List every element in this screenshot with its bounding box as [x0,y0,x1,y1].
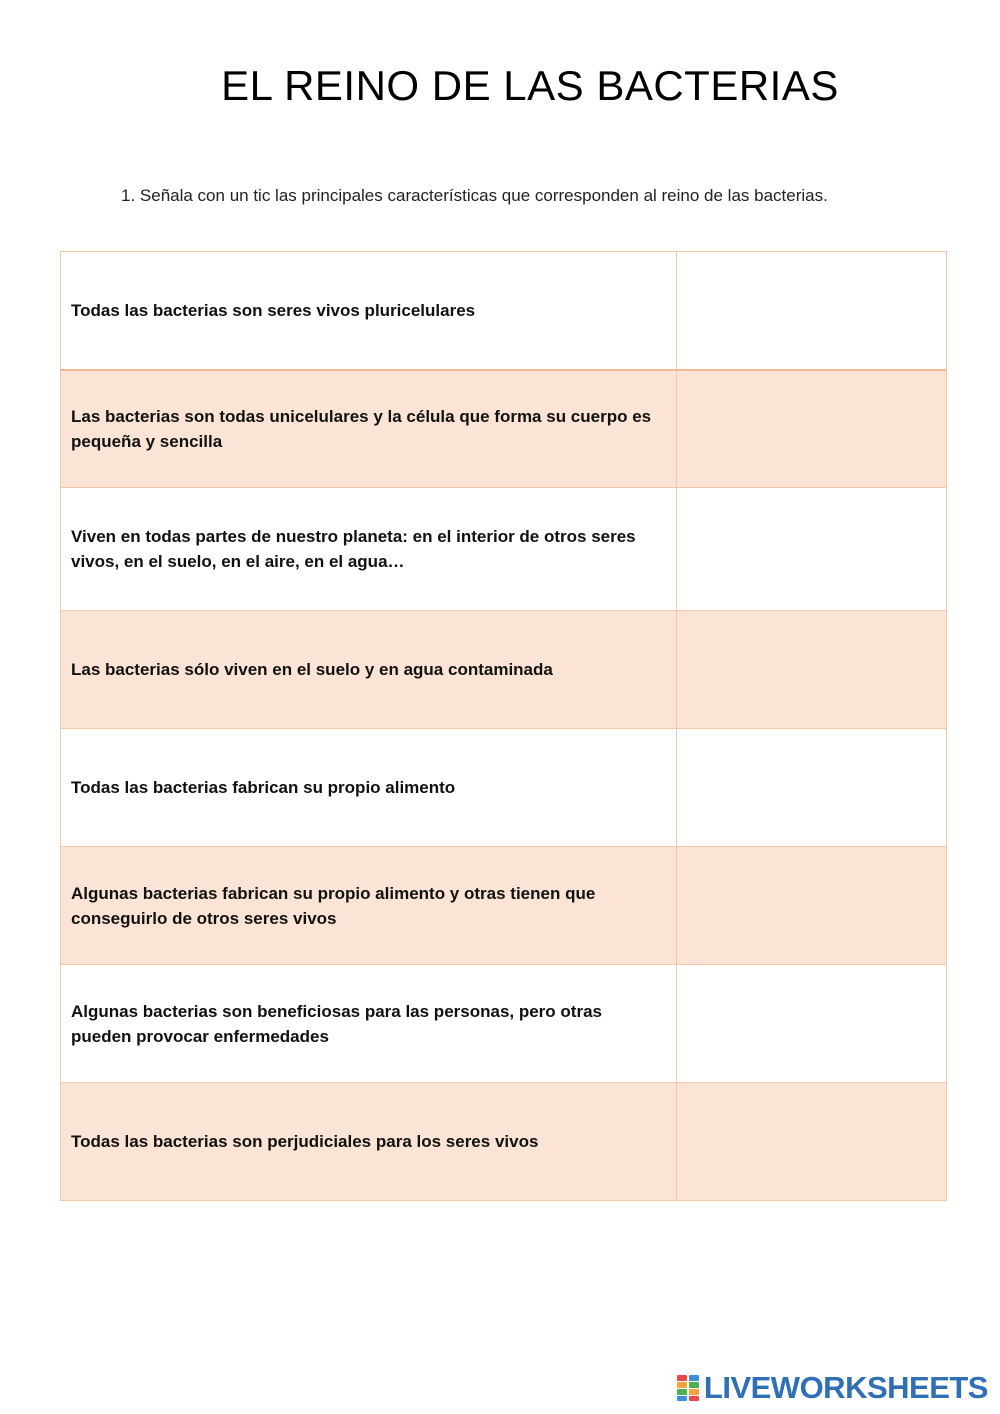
statement-cell [61,252,677,370]
answer-cell[interactable] [676,488,946,611]
tick-box[interactable] [687,738,936,838]
statement-cell [61,488,677,611]
table-row [61,488,947,611]
statement-cell [61,370,677,488]
tick-box[interactable] [687,379,936,479]
tick-box[interactable] [687,856,936,956]
answer-cell[interactable] [676,965,946,1083]
statement-text: Las bacterias sólo viven en el suelo y en agua contaminada [71,660,553,679]
answer-cell[interactable] [676,252,946,370]
statement-text: Algunas bacterias fabrican su propio alimento y otras tienen que conseguirlo de otros seres vivos [71,883,596,928]
answer-cell[interactable] [676,370,946,488]
statement-text: Las bacterias son todas unicelulares y la célula que forma su cuerpo es pequeña y sencilla [71,406,652,451]
statement-text: Todas las bacterias fabrican su propio alimento [71,778,456,797]
table-row [61,729,947,847]
table-row [61,965,947,1083]
tick-box[interactable] [687,1092,936,1192]
statement-text: Algunas bacterias son beneficiosas para las personas, pero otras pueden provocar enfermedades [71,1001,602,1046]
statements-table [60,251,947,1201]
statement-text: Viven en todas partes de nuestro planeta: en el interior de otros seres vivos, en el suelo, en el aire, en el agua… [71,527,636,571]
answer-cell[interactable] [676,847,946,965]
table-row [61,611,947,729]
table-row [61,847,947,965]
tick-box[interactable] [687,974,936,1074]
answer-cell[interactable] [676,1083,946,1201]
liveworksheets-brand[interactable] [677,1370,988,1405]
statement-text: Todas las bacterias son perjudiciales para los seres vivos [71,1132,539,1151]
statement-cell [61,965,677,1083]
liveworksheets-logo-icon [677,1375,701,1401]
answer-cell[interactable] [676,611,946,729]
page-title: EL REINO DE LAS BACTERIAS [221,62,839,109]
tick-box[interactable] [687,260,936,360]
statement-text: Todas las bacterias son seres vivos pluricelulares [71,300,476,320]
statement-cell [61,1083,677,1201]
table-row [61,252,947,370]
statement-cell [61,729,677,847]
statement-cell [61,611,677,729]
table-row [61,1083,947,1201]
tick-box[interactable] [687,620,936,720]
statement-cell [61,847,677,965]
table-row [61,370,947,488]
answer-cell[interactable] [676,729,946,847]
brand-name: LIVEWORKSHEETS [703,1370,988,1405]
instruction-text: 1. Señala con un tic las principales características que corresponden al reino de las bacterias. [121,186,828,205]
tick-box[interactable] [687,499,936,599]
